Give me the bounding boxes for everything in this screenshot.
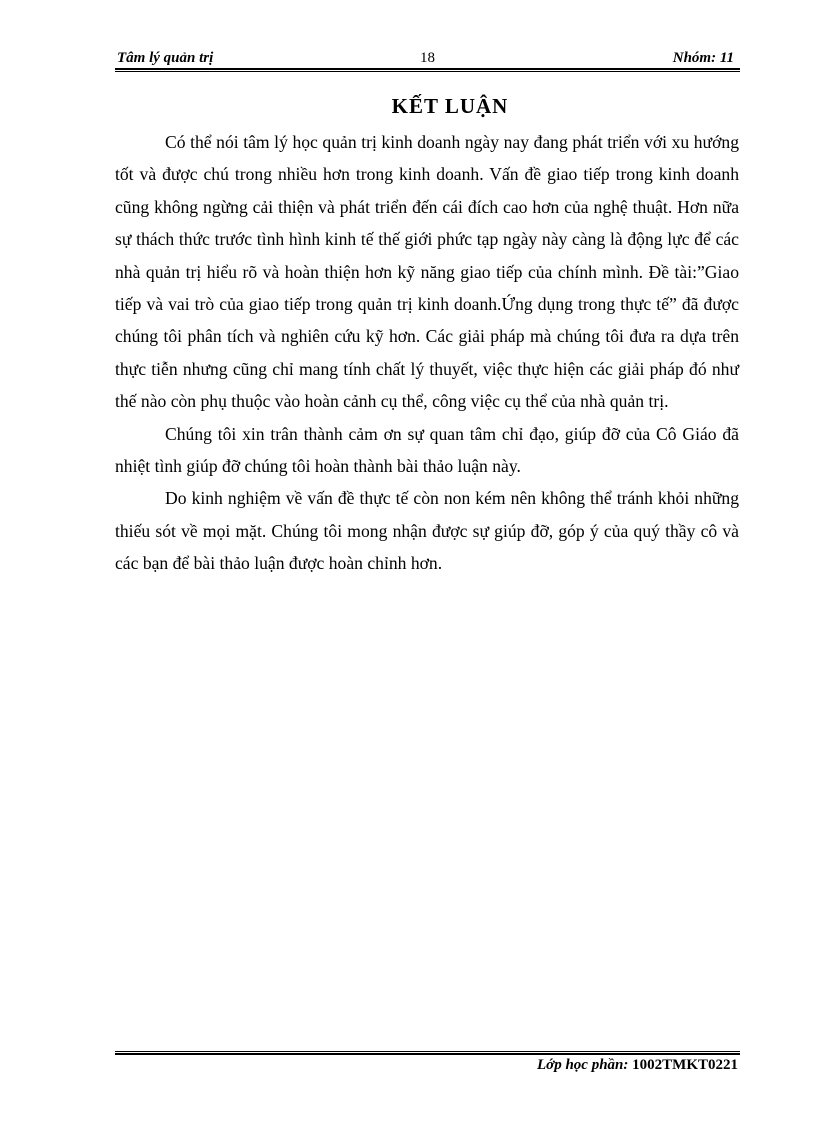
footer-class-code: 1002TMKT0221: [632, 1057, 738, 1073]
paragraph-closing: Do kinh nghiệm về vấn đề thực tế còn non kém nên không thể tránh khỏi những thiếu sót về mọi mặt. Chúng tôi mong nhận được sự giúp đỡ, góp ý của quý thầy cô và các bạn để bài thảo luận được hoàn chỉnh hơn.: [115, 488, 739, 574]
page-number: 18: [420, 50, 435, 66]
header-group: Nhóm: 11: [672, 50, 734, 66]
header-divider: [115, 68, 740, 70]
page-header: [115, 48, 740, 68]
document-body: [115, 126, 739, 580]
header-subject: Tâm lý quản trị: [117, 50, 214, 66]
page-footer: [537, 1057, 738, 1074]
paragraph-conclusion: Có thể nói tâm lý học quản trị kinh doanh ngày nay đang phát triển với xu hướng tốt và được chú trong nhiều hơn trong kinh doanh. Vấn đề giao tiếp trong kinh doanh cũng không ngừng cải thiện và phát triển đến cái đích cao hơn của nghệ thuật. Hơn nữa sự thách thức trước tình hình kinh tế thế giới phức tạp ngày này càng là động lực để các nhà quản trị hiểu rõ và hoàn thiện hơn kỹ năng giao tiếp của chính mình. Đề tài:”Giao tiếp và vai trò của giao tiếp trong quản trị kinh doanh.Ứng dụng trong thực tế” đã được chúng tôi phân tích và nghiên cứu kỹ hơn. Các giải pháp mà chúng tôi đưa ra dựa trên thực tiễn nhưng cũng chỉ mang tính chất lý thuyết, việc thực hiện các giải pháp đó như thế nào còn phụ thuộc vào hoàn cảnh cụ thể, công việc cụ thể của nhà quản trị.: [115, 132, 739, 412]
page-title: KẾT LUẬN: [391, 94, 509, 118]
footer-divider-thin: [115, 1051, 740, 1052]
header-divider-thin: [115, 71, 740, 72]
footer-divider: [115, 1053, 740, 1055]
footer-label: Lớp học phần:: [537, 1057, 629, 1073]
paragraph-thanks: Chúng tôi xin trân thành cảm ơn sự quan tâm chỉ đạo, giúp đỡ của Cô Giáo đã nhiệt tình giúp đỡ chúng tôi hoàn thành bài thảo luận này.: [115, 423, 739, 477]
